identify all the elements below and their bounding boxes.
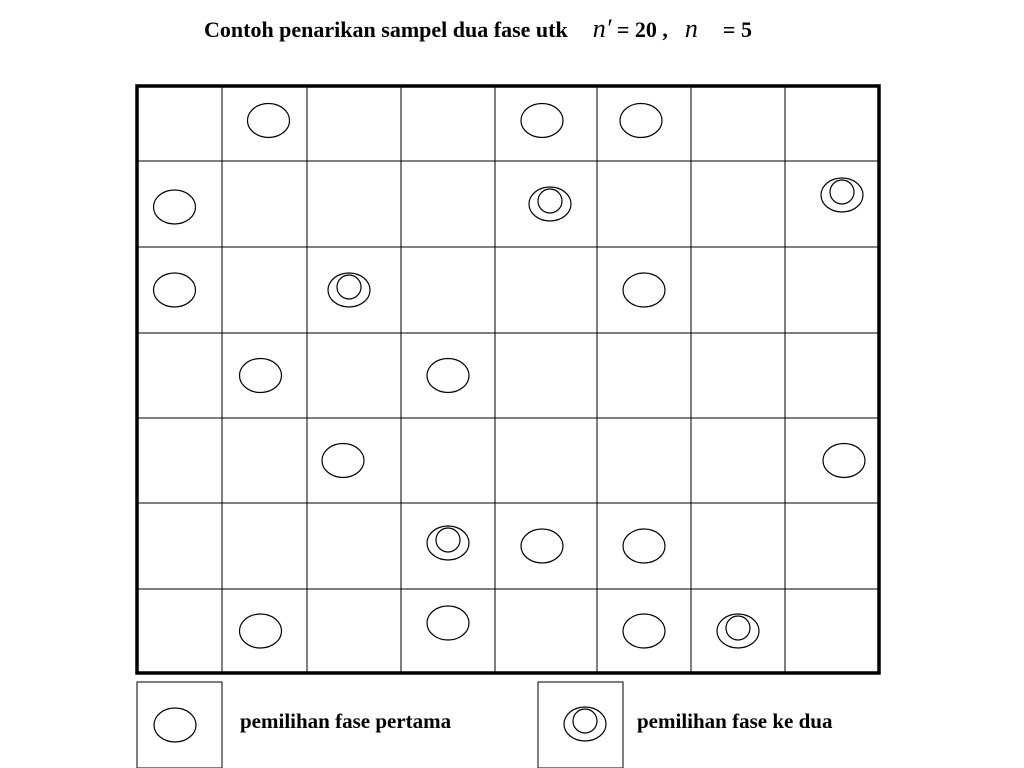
- title-text: Contoh penarikan sampel dua fase utk: [204, 17, 568, 42]
- second-phase-outer-circle-icon: [564, 707, 606, 741]
- second-phase-outer-circle-icon: [427, 526, 469, 560]
- legend-first-phase-label: pemilihan fase pertama: [240, 709, 452, 733]
- n-prime-symbol: n′: [592, 14, 612, 43]
- second-phase-inner-circle-icon: [337, 275, 361, 299]
- first-phase-circle-icon: [623, 529, 665, 563]
- second-phase-outer-circle-icon: [821, 178, 863, 212]
- n-prime-value: = 20 ,: [616, 17, 668, 42]
- grid-lines: [137, 86, 879, 673]
- legend-second-phase-box: [538, 682, 623, 768]
- first-phase-circle-icon: [823, 444, 865, 478]
- first-phase-circle-icon: [620, 104, 662, 138]
- first-phase-circle-icon: [154, 273, 196, 307]
- first-phase-circle-icon: [154, 708, 196, 742]
- n-value: = 5: [722, 17, 752, 42]
- n-symbol: n: [684, 14, 698, 43]
- first-phase-circle-icon: [248, 104, 290, 138]
- first-phase-circle-icon: [154, 190, 196, 224]
- second-phase-inner-circle-icon: [538, 189, 562, 213]
- first-phase-circle-icon: [521, 104, 563, 138]
- first-phase-circle-icon: [240, 614, 282, 648]
- first-phase-circle-icon: [240, 359, 282, 393]
- first-phase-circle-icon: [427, 359, 469, 393]
- second-phase-outer-circle-icon: [529, 187, 571, 221]
- grid-border: [137, 86, 879, 673]
- second-phase-outer-circle-icon: [328, 273, 370, 307]
- second-phase-inner-circle-icon: [573, 709, 597, 733]
- first-phase-circle-icon: [322, 444, 364, 478]
- second-phase-outer-circle-icon: [717, 614, 759, 648]
- second-phase-inner-circle-icon: [726, 616, 750, 640]
- second-phase-inner-circle-icon: [830, 180, 854, 204]
- sample-marks: [154, 104, 866, 649]
- first-phase-circle-icon: [521, 529, 563, 563]
- second-phase-inner-circle-icon: [436, 528, 460, 552]
- first-phase-circle-icon: [623, 273, 665, 307]
- first-phase-circle-icon: [427, 606, 469, 640]
- legend-second-phase-label: pemilihan fase ke dua: [637, 709, 833, 733]
- first-phase-circle-icon: [623, 614, 665, 648]
- legend-first-phase-box: [137, 682, 222, 768]
